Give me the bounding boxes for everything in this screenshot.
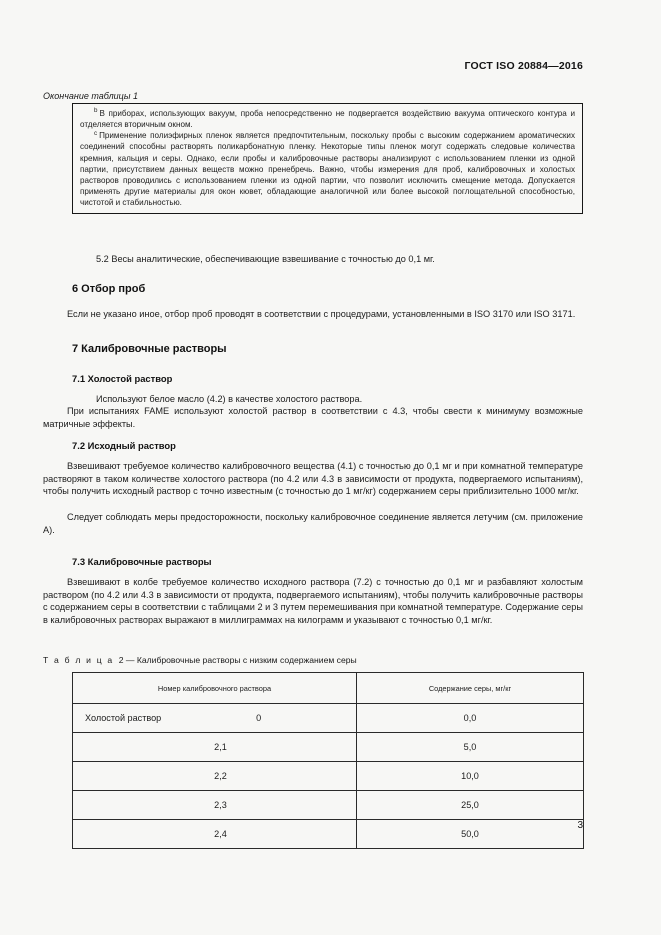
table-cell-solution-number <box>73 791 357 820</box>
solution-name: Холостой раствор <box>85 713 162 723</box>
section-7-1-paragraph-1: Используют белое масло (4.2) в качестве холостого раствора. <box>96 394 363 404</box>
table-cell-sulfur-content: 0,0 <box>357 704 584 733</box>
section-7-3-paragraph-1: Взвешивают в колбе требуемое количество исходного раствора (7.2) с точностью до 0,1 мг и разбавляют холостым раствором (по 4.2 или 4.3 в зависимости от продукта, подвергаемого испытаниям), чтобы получить калибровочные растворы с содержанием серы в соответствии с таблицами 2 и 3 путем перемешивания при комнатной температуре. Содержание серы в калибровочных растворах выражают в миллиграммах на килограмм и указывают с точностью 0,1 мг/кг. <box>43 577 583 625</box>
heading-section-6: 6 Отбор проб <box>72 283 146 295</box>
table-cell-solution-number <box>73 820 357 849</box>
table-row <box>73 762 584 791</box>
section-7-1-paragraph-2: При испытаниях FAME используют холостой раствор в соответствии с 4.3, чтобы свести к минимуму возможные матричные эффекты. <box>43 406 583 429</box>
table-2-col-header-solution-number: Номер калибровочного раствора <box>73 673 357 704</box>
section-6-paragraph: Если не указано иное, отбор проб проводят в соответствии с процедурами, установленными в ISO 3170 или ISO 3171. <box>67 309 576 319</box>
table-row <box>73 791 584 820</box>
table-2-caption <box>43 655 357 665</box>
section-7-2-paragraph-2: Следует соблюдать меры предосторожности, поскольку калибровочное соединение является летучим (см. приложение А). <box>43 512 583 535</box>
table-cell-sulfur-content: 50,0 <box>357 820 584 849</box>
heading-section-7: 7 Калибровочные растворы <box>72 343 227 355</box>
solution-number: 2,4 <box>214 829 227 839</box>
footnote-marker-c: c <box>94 129 98 137</box>
table-row <box>73 820 584 849</box>
table-2-caption-label: Т а б л и ц а <box>43 655 114 665</box>
table-2-body <box>73 704 584 849</box>
heading-section-7-3: 7.3 Калибровочные растворы <box>72 556 212 567</box>
table-2-col-header-sulfur-content: Содержание серы, мг/кг <box>357 673 584 704</box>
footnote-c-text: Применение полиэфирных пленок является предпочтительным, поскольку пробы с высоким содержанием ароматических соединений способны растворять поликарбонатную пленку. Некоторые типы пленок могут содержать следовые количества кремния, кальция и серы. Однако, если пробы и калибровочные растворы анализируют с использованием пленки из одной партии, присутствием данных веществ можно пренебречь. Важно, чтобы измерения для проб, калибровочных и холостых растворов проводились с использованием пленки из одной партии, что позволит исключить смещение метода. Допускается применять другие материалы для окон кювет, обладающие аналогичной или более высокой поглощательной способностью, чистотой и стабильностью. <box>80 131 575 208</box>
footnote-box <box>72 103 583 214</box>
solution-number: 2,3 <box>214 800 227 810</box>
clause-5-2-paragraph: 5.2 Весы аналитические, обеспечивающие взвешивание с точностью до 0,1 мг. <box>96 254 435 264</box>
solution-number: 0 <box>256 713 262 723</box>
solution-number: 2,1 <box>214 742 227 752</box>
table-cell-sulfur-content: 5,0 <box>357 733 584 762</box>
heading-section-7-2: 7.2 Исходный раствор <box>72 440 176 451</box>
table-cell-sulfur-content: 10,0 <box>357 762 584 791</box>
footnote-marker-b: b <box>94 107 98 115</box>
table-2-caption-title: Калибровочные растворы с низким содержанием серы <box>136 655 357 665</box>
table-row <box>73 733 584 762</box>
table-2-header <box>73 673 584 704</box>
table-cell-sulfur-content: 25,0 <box>357 791 584 820</box>
solution-number: 2,2 <box>214 771 227 781</box>
footnote-b <box>80 108 575 130</box>
running-header-standard-id: ГОСТ ISO 20884—2016 <box>464 60 583 72</box>
table-cell-solution-number <box>73 704 357 733</box>
table-cell-solution-number <box>73 762 357 791</box>
table-2 <box>72 672 584 849</box>
table-header-row <box>73 673 584 704</box>
table-row <box>73 704 584 733</box>
table-cell-solution-number <box>73 733 357 762</box>
table-2-caption-dash: — <box>125 655 135 665</box>
footnote-b-text: В приборах, использующих вакуум, проба непосредственно не подвергается воздействию вакуума оптического контура и отделяется вторичным окном. <box>80 109 575 130</box>
section-7-2-paragraph-1: Взвешивают требуемое количество калибровочного вещества (4.1) с точностью до 0,1 мг и при комнатной температуре растворяют в таком количестве холостого раствора (по 4.2 или 4.3 в зависимости от продукта, подвергаемого испытаниям), чтобы получить исходный раствор с точно известным (с точностью до 1 мг/кг) содержанием серы приблизительно 1000 мг/кг. <box>43 461 583 497</box>
footnote-c <box>80 130 575 208</box>
heading-section-7-1: 7.1 Холостой раствор <box>72 373 173 384</box>
table-2-caption-number: 2 <box>118 655 124 665</box>
page-number: 3 <box>577 820 583 831</box>
table-continuation-caption: Окончание таблицы 1 <box>43 91 138 101</box>
